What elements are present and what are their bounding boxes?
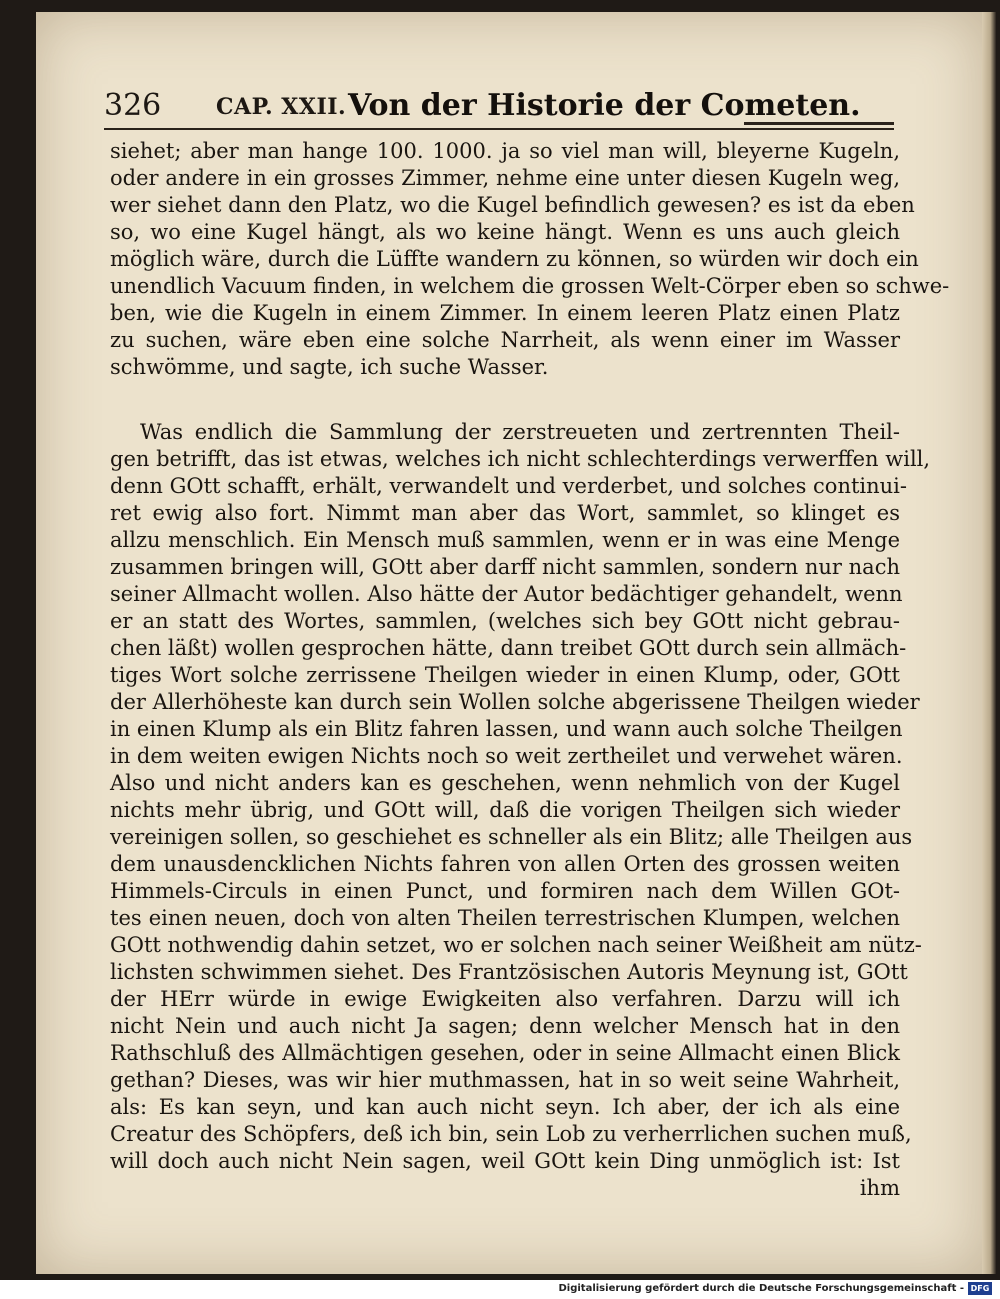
text-line: denn GOtt schafft, erhält, verwandelt und verderbet, und solches continui-	[110, 474, 907, 498]
text-line: tiges Wort solche zerrissene Theilgen wieder in einen Klump, oder, GOtt	[110, 663, 900, 687]
text-line: Rathschluß des Allmächtigen gesehen, oder in seine Allmacht einen Blick	[110, 1041, 900, 1065]
paragraph	[110, 419, 931, 1175]
text-line: Himmels-Circuls in einen Punct, und formiren nach dem Willen GOt-	[110, 879, 900, 903]
text-line: schwömme, und sagte, ich suche Wasser.	[110, 355, 549, 379]
text-line: lichsten schwimmen siehet. Des Frantzösischen Autoris Meynung ist, GOtt	[110, 960, 908, 984]
page-edge	[982, 12, 996, 1274]
text-line: siehet; aber man hange 100. 1000. ja so viel man will, bleyerne Kugeln,	[110, 139, 900, 163]
text-line: so, wo eine Kugel hängt, als wo keine hängt. Wenn es uns auch gleich	[110, 220, 900, 244]
text-line: möglich wäre, durch die Lüffte wandern zu können, so würden wir doch ein	[110, 247, 919, 271]
text-line: wer siehet dann den Platz, wo die Kugel befindlich gewesen? es ist da eben	[110, 193, 915, 217]
text-line: nichts mehr übrig, und GOtt will, daß die vorigen Theilgen sich wieder	[110, 798, 900, 822]
text-line: allzu menschlich. Ein Mensch muß sammlen, wenn er in was eine Menge	[110, 528, 900, 552]
header-rule	[104, 128, 894, 130]
funding-credit: Digitalisierung gefördert durch die Deutsche Forschungsgemeinschaft -	[558, 1283, 964, 1294]
text-line: vereinigen sollen, so geschiehet es schneller als ein Blitz; alle Theilgen aus	[110, 825, 913, 849]
text-line: als: Es kan seyn, und kan auch nicht seyn. Ich aber, der ich als eine	[110, 1095, 900, 1119]
text-line: gen betrifft, das ist etwas, welches ich nicht schlechterdings verwerffen will,	[110, 447, 931, 471]
header-rule-accent	[744, 122, 894, 125]
text-line: in dem weiten ewigen Nichts noch so weit zertheilet und verwehet wären.	[110, 744, 903, 768]
text-line: seiner Allmacht wollen. Also hätte der Autor bedächtiger gehandelt, wenn	[110, 582, 903, 606]
text-line: oder andere in ein grosses Zimmer, nehme eine unter diesen Kugeln weg,	[110, 166, 900, 190]
paragraph	[110, 138, 950, 381]
text-line: chen läßt) wollen gesprochen hätte, dann treibet GOtt durch sein allmäch-	[110, 636, 907, 660]
text-line: zusammen bringen will, GOtt aber darff nicht sammlen, sondern nur nach	[110, 555, 900, 579]
dfg-logo: DFG	[968, 1282, 992, 1295]
text-line: in einen Klump als ein Blitz fahren lassen, und wann auch solche Theilgen	[110, 717, 903, 741]
text-line: GOtt nothwendig dahin setzet, wo er solchen nach seiner Weißheit am nütz-	[110, 933, 922, 957]
text-line: unendlich Vacuum finden, in welchem die grossen Welt-Cörper eben so schwe-	[110, 274, 950, 298]
running-title: Von der Historie der Cometen.	[348, 88, 861, 123]
chapter-label: CAP. XXII.	[216, 94, 347, 120]
text-line: gethan? Dieses, was wir hier muthmassen, hat in so weit seine Wahrheit,	[110, 1068, 900, 1092]
text-line: nicht Nein und auch nicht Ja sagen; denn welcher Mensch hat in den	[110, 1014, 900, 1038]
text-line: ben, wie die Kugeln in einem Zimmer. In einem leeren Platz einen Platz	[110, 301, 900, 325]
text-line: der Allerhöheste kan durch sein Wollen solche abgerissene Theilgen wieder	[110, 690, 920, 714]
catchword: ihm	[859, 1176, 900, 1200]
text-line: der HErr würde in ewige Ewigkeiten also verfahren. Darzu will ich	[110, 987, 900, 1011]
text-line: tes einen neuen, doch von alten Theilen terrestrischen Klumpen, welchen	[110, 906, 900, 930]
text-line: zu suchen, wäre eben eine solche Narrheit, als wenn einer im Wasser	[110, 328, 900, 352]
text-line: Was endlich die Sammlung der zerstreueten und zertrennten Theil-	[140, 420, 900, 444]
page-header	[104, 88, 894, 132]
text-line: Also und nicht anders kan es geschehen, wenn nehmlich von der Kugel	[110, 771, 900, 795]
text-line: er an statt des Wortes, sammlen, (welches sich bey GOtt nicht gebrau-	[110, 609, 900, 633]
paragraph-gap	[110, 381, 900, 419]
text-line: dem unausdencklichen Nichts fahren von allen Orten des grossen weiten	[110, 852, 900, 876]
text-line: Creatur des Schöpfers, deß ich bin, sein Lob zu verherrlichen suchen muß,	[110, 1122, 912, 1146]
text-line: will doch auch nicht Nein sagen, weil GOtt kein Ding unmöglich ist: Ist	[110, 1149, 900, 1173]
body-text	[110, 138, 950, 1202]
text-line: ret ewig also fort. Nimmt man aber das Wort, sammlet, so klinget es	[110, 501, 900, 525]
page-number: 326	[104, 88, 162, 123]
